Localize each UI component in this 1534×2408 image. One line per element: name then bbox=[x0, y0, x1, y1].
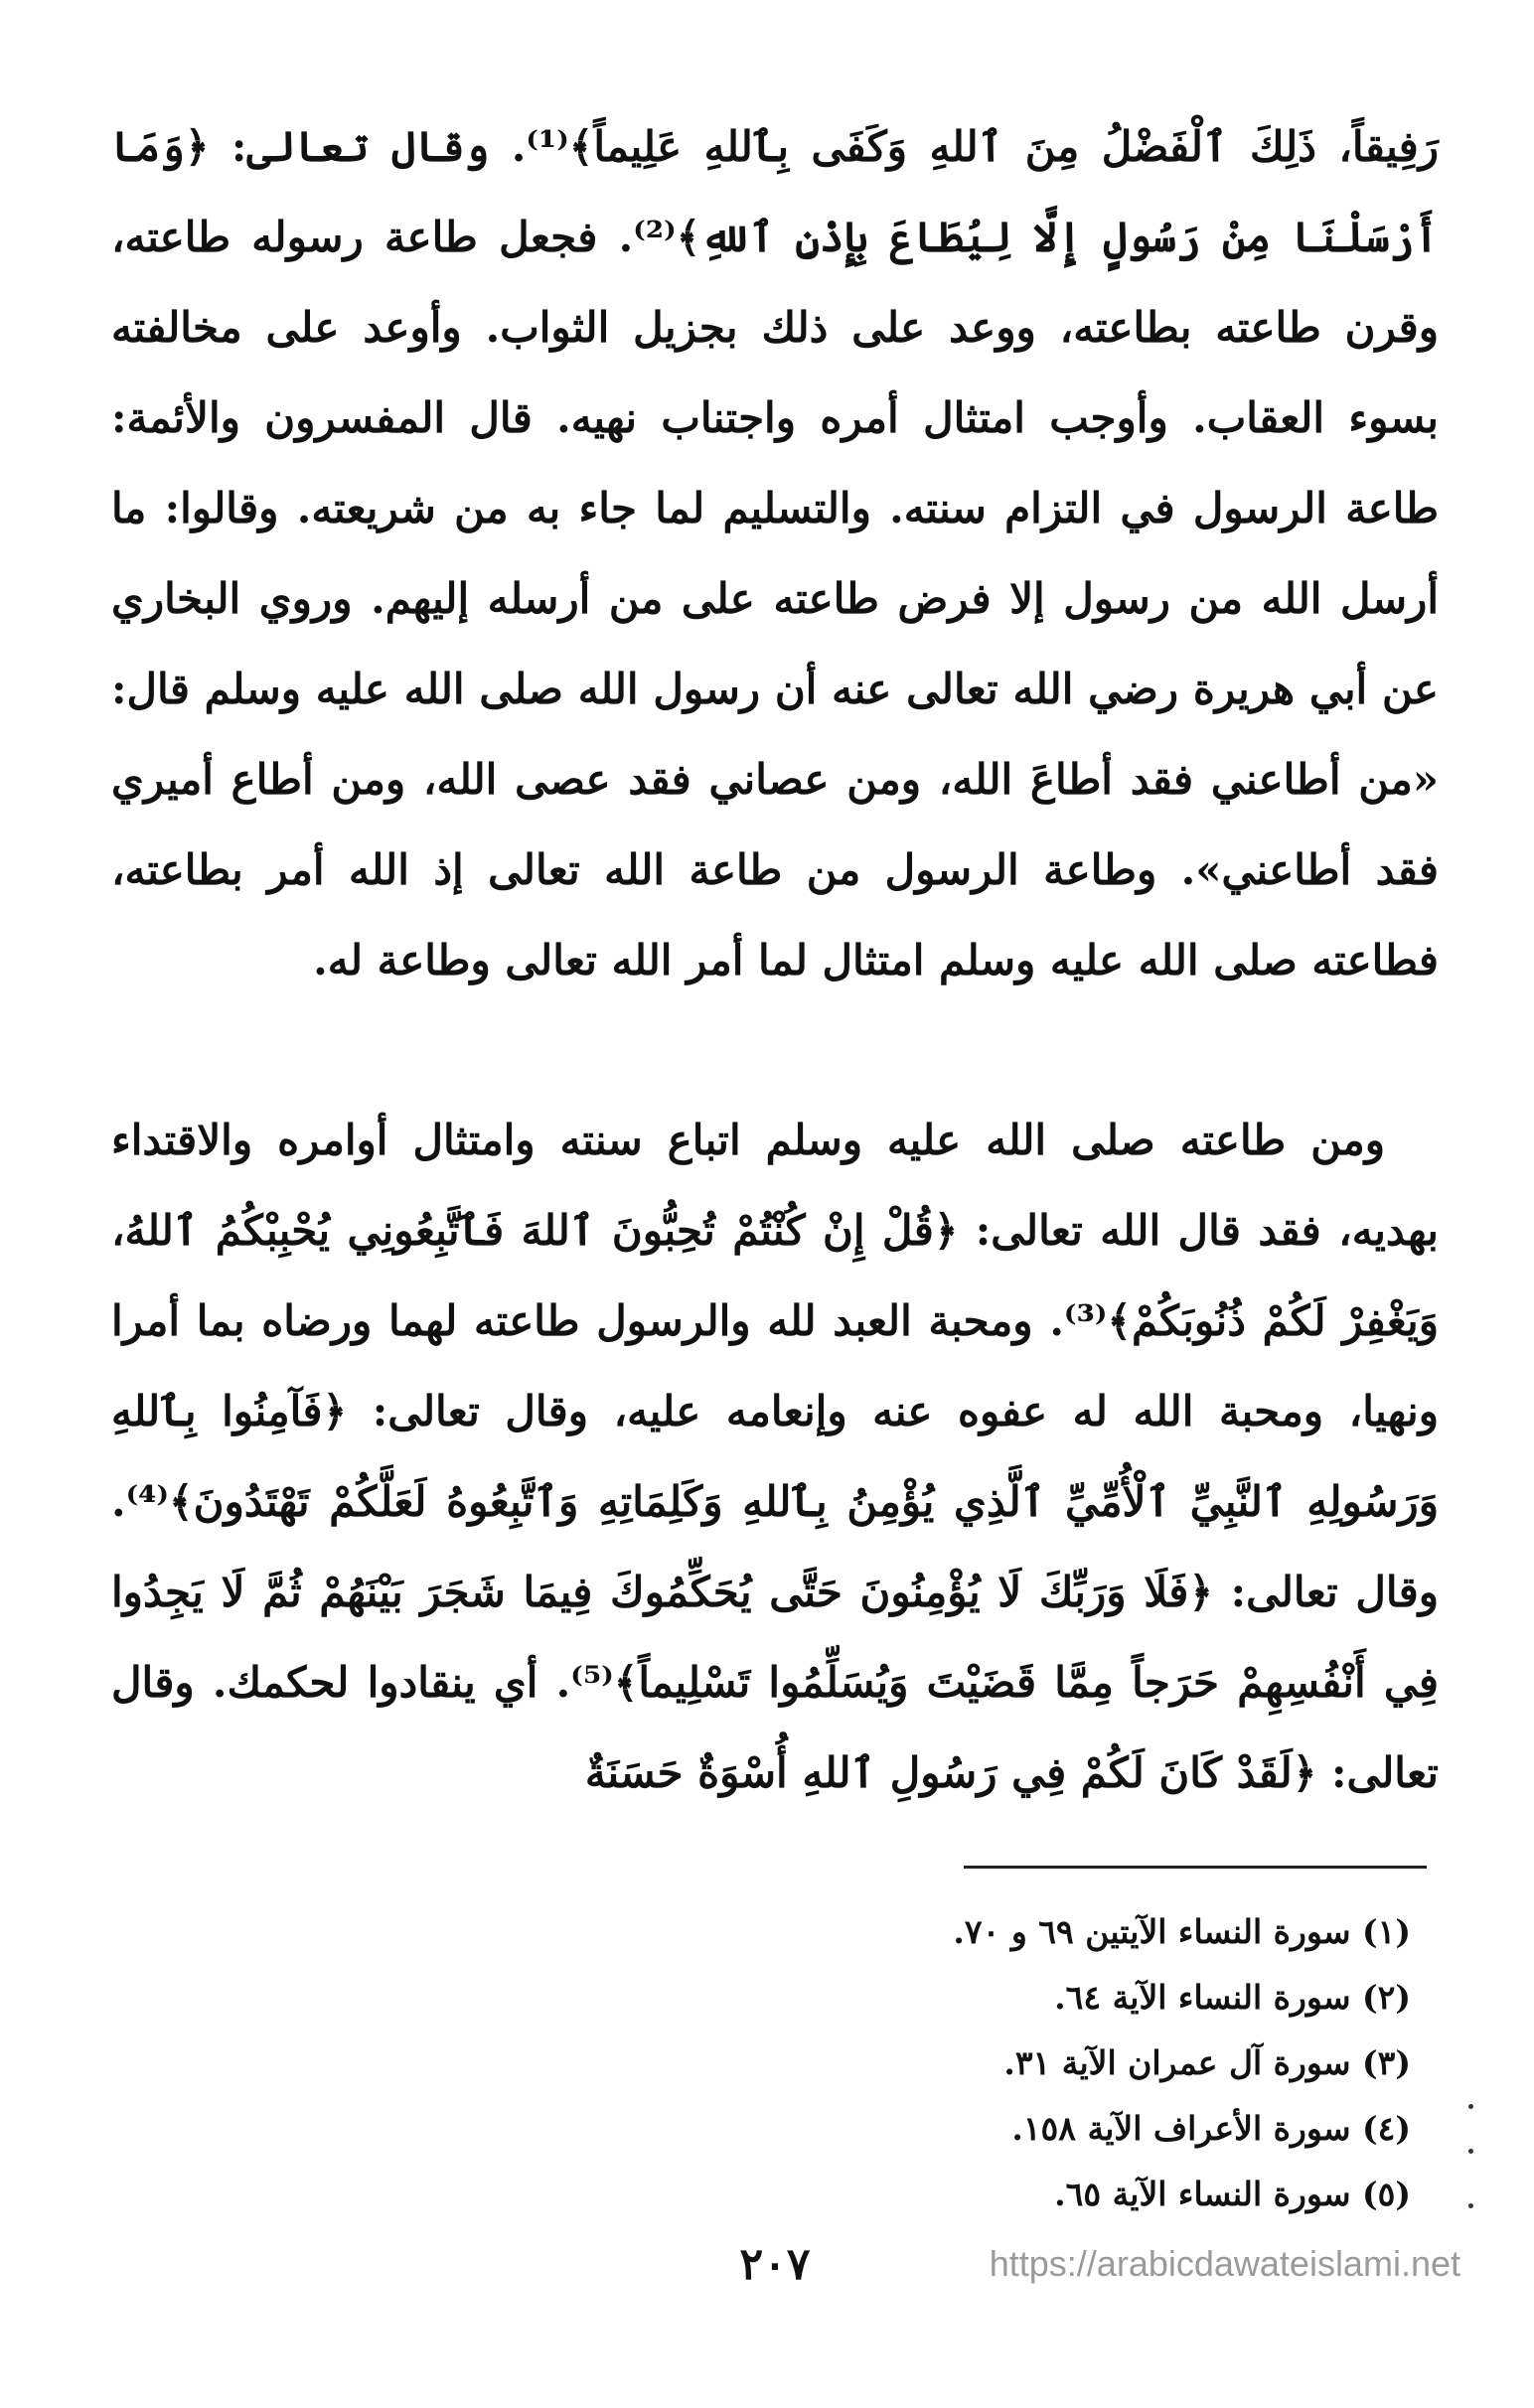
footnote-1: (١) سورة النساء الآيتين ٦٩ و ٧٠. bbox=[953, 1912, 1411, 1951]
margin-dot bbox=[1468, 2203, 1473, 2208]
margin-dot bbox=[1468, 2104, 1473, 2109]
footnote-2: (٢) سورة النساء الآية ٦٤. bbox=[1054, 1978, 1411, 2017]
footnote-3: (٣) سورة آل عمران الآية ٣١. bbox=[1003, 2043, 1411, 2082]
footnote-separator bbox=[964, 1866, 1427, 1869]
watermark-url: https://arabicdawateislami.net bbox=[989, 2243, 1460, 2284]
footnote-5: (٥) سورة النساء الآية ٦٥. bbox=[1054, 2175, 1411, 2213]
margin-dots bbox=[1468, 2104, 1476, 2233]
body-paragraph-2: ومن طاعته صلى الله عليه وسلم اتباع سنته وامتثال أوامره والاقتداء بهديه، فقد قال الله تعالى: ﴿قُلْ إِنْ كُنْتُمْ تُحِبُّونَ ٱللهَ فَٱتَّبِعُونِي يُحْبِبْكُمُ ٱللهُ، وَيَغْفِرْ لَكُمْ ذُنُوبَكُمْ﴾⁽³⁾. ومحبة العبد لله والرسول طاعته لهما ورضاه بما أمرا ونهيا، ومحبة الله له عفوه عنه وإنعامه عليه، وقال تعالى: ﴿فَآمِنُوا بِٱللهِ وَرَسُولِهِ ٱلنَّبِيِّ ٱلْأُمِّيِّ ٱلَّذِي يُؤْمِنُ بِٱللهِ وَكَلِمَاتِهِ وَٱتَّبِعُوهُ لَعَلَّكُمْ تَهْتَدُونَ﴾⁽⁴⁾. وقال تعالى: ﴿فَلَا وَرَبِّكَ لَا يُؤْمِنُونَ حَتَّى يُحَكِّمُوكَ فِيمَا شَجَرَ بَيْنَهُمْ ثُمَّ لَا يَجِدُوا فِي أَنْفُسِهِمْ حَرَجاً مِمَّا قَضَيْتَ وَيُسَلِّمُوا تَسْلِيماً﴾⁽⁵⁾. أي ينقادوا لحكمك. وقال تعالى: ﴿لَقَدْ كَانَ لَكُمْ فِي رَسُولِ ٱللهِ أُسْوَةٌ حَسَنَةٌ bbox=[111, 1116, 1439, 1797]
margin-dot bbox=[1468, 2149, 1473, 2154]
footnote-4: (٤) سورة الأعراف الآية ١٥٨. bbox=[1011, 2109, 1411, 2148]
body-paragraph-2-container bbox=[111, 1095, 1439, 1818]
footnotes-list bbox=[695, 1899, 1411, 2227]
body-paragraph-1: رَفِيقاً، ذَلِكَ ٱلْفَضْلُ مِنَ ٱللهِ وَكَفَى بِٱللهِ عَلِيماً﴾⁽¹⁾. وقال تعالى: ﴿وَمَا أَرْسَلْنَا مِنْ رَسُولٍ إِلَّا لِيُطَاعَ بِإِذْنِ ٱللهِ﴾⁽²⁾. فجعل طاعة رسوله طاعته، وقرن طاعته بطاعته، ووعد على ذلك بجزيل الثواب. وأوعد على مخالفته بسوء العقاب. وأوجب امتثال أمره واجتناب نهيه. قال المفسرون والأئمة: طاعة الرسول في التزام سنته. والتسليم لما جاء به من شريعته. وقالوا: ما أرسل الله من رسول إلا فرض طاعته على من أرسله إليهم. وروي البخاري عن أبي هريرة رضي الله تعالى عنه أن رسول الله صلى الله عليه وسلم قال: «من أطاعني فقد أطاعَ الله، ومن عصاني فقد عصى الله، ومن أطاع أميري فقد أطاعني». وطاعة الرسول من طاعة الله تعالى إذ الله أمر بطاعته، فطاعته صلى الله عليه وسلم امتثال لما أمر الله تعالى وطاعة له. bbox=[111, 122, 1439, 984]
page-number: ٢٠٧ bbox=[739, 2239, 811, 2290]
